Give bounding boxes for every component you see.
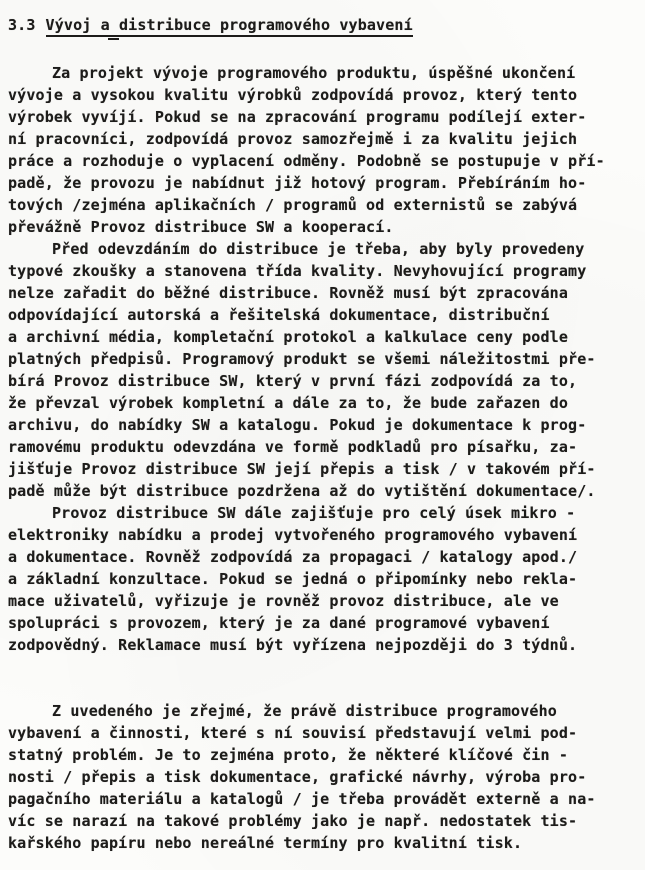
- text-line: že převzal výrobek kompletní a dále za to, že bude zařazen do: [8, 394, 569, 412]
- paragraph: [8, 62, 637, 238]
- text-line: padě může být distribuce pozdržena až do vytištění dokumentace/.: [8, 482, 596, 500]
- section-number: 3.3: [8, 16, 36, 34]
- text-line: jišťuje Provoz distribuce SW její přepis a tisk / v takovém pří-: [8, 460, 596, 478]
- text-line: Z uvedeného je zřejmé, že právě distribuce programového: [52, 702, 557, 720]
- text-line: vývoje a vysokou kvalitu výrobků zodpovídá provoz, který tento: [8, 86, 578, 104]
- text-line: pagačního materiálu a katalogů / je třeba provádět externě a na-: [8, 790, 596, 808]
- text-line: Provoz distribuce SW dále zajišťuje pro celý úsek mikro -: [52, 504, 576, 522]
- text-line: ní pracovníci, zodpovídá provoz samozřejmě i za kvalitu jejich: [8, 130, 578, 148]
- text-line: typové zkoušky a stanovena třída kvality. Nevyhovující programy: [8, 262, 587, 280]
- section-title: Vývoj a distribuce programového vybavení: [46, 16, 413, 37]
- text-line: ramovému produktu odevzdána ve formě podkladů pro písařku, za-: [8, 438, 578, 456]
- text-line: elektroniky nabídku a prodej vytvořeného programového vybavení: [8, 526, 578, 544]
- text-line: spolupráci s provozem, který je za dané programové vybavení: [8, 614, 550, 632]
- text-line: a archivní média, kompletační protokol a kalkulace ceny podle: [8, 328, 569, 346]
- paragraph: [8, 502, 637, 656]
- text-line: práce a rozhoduje o vyplacení odměny. Podobně se postupuje v pří-: [8, 152, 605, 170]
- text-line: statný problém. Je to zejména proto, že některé klíčové čin -: [8, 746, 569, 764]
- text-line: tových /zejména aplikačních / programů od externistů se zabývá: [8, 196, 578, 214]
- text-line: výrobek vyvíjí. Pokud se na zpracování programu podílejí exter-: [8, 108, 587, 126]
- text-line: kařského papíru nebo nereálné termíny pro kvalitní tisk.: [8, 834, 523, 852]
- text-line: bírá Provoz distribuce SW, který v první fázi zodpovídá za to,: [8, 372, 578, 390]
- text-line: víc se narazí na takové problémy jako je např. nedostatek tis-: [8, 812, 578, 830]
- section-heading: [8, 12, 637, 38]
- text-line: archivu, do nabídky SW a katalogu. Pokud je dokumentace k prog-: [8, 416, 587, 434]
- text-line: platných předpisů. Programový produkt se všemi náležitostmi pře-: [8, 350, 596, 368]
- text-line: vybavení a činnosti, které s ní souvisí představují velmi pod-: [8, 724, 578, 742]
- text-line: nelze zařadit do běžné distribuce. Rovněž musí být zpracována: [8, 284, 569, 302]
- document-body: [8, 62, 637, 854]
- text-line: Před odevzdáním do distribuce je třeba, aby byly provedeny: [52, 240, 585, 258]
- text-line: a základní konzultace. Pokud se jedná o připomínky nebo rekla-: [8, 570, 578, 588]
- text-line: a dokumentace. Rovněž zodpovídá za propagaci / katalogy apod./: [8, 548, 578, 566]
- text-line: nosti / přepis a tisk dokumentace, grafické návrhy, výroba pro-: [8, 768, 587, 786]
- text-line: Za projekt vývoje programového produktu, úspěšné ukončení: [52, 64, 576, 82]
- paragraph: [8, 238, 637, 502]
- text-line: padě, že provozu je nabídnut již hotový program. Přebíráním ho-: [8, 174, 587, 192]
- paragraph: [8, 700, 637, 854]
- text-line: převážně Provoz distribuce SW a kooperací.: [8, 218, 394, 236]
- text-line: mace uživatelů, vyřizuje je rovněž provoz distribuce, ale ve: [8, 592, 559, 610]
- text-line: zodpovědný. Reklamace musí být vyřízena nejpozději do 3 týdnů.: [8, 636, 578, 654]
- text-line: odpovídající autorská a řešitelská dokumentace, distribuční: [8, 306, 550, 324]
